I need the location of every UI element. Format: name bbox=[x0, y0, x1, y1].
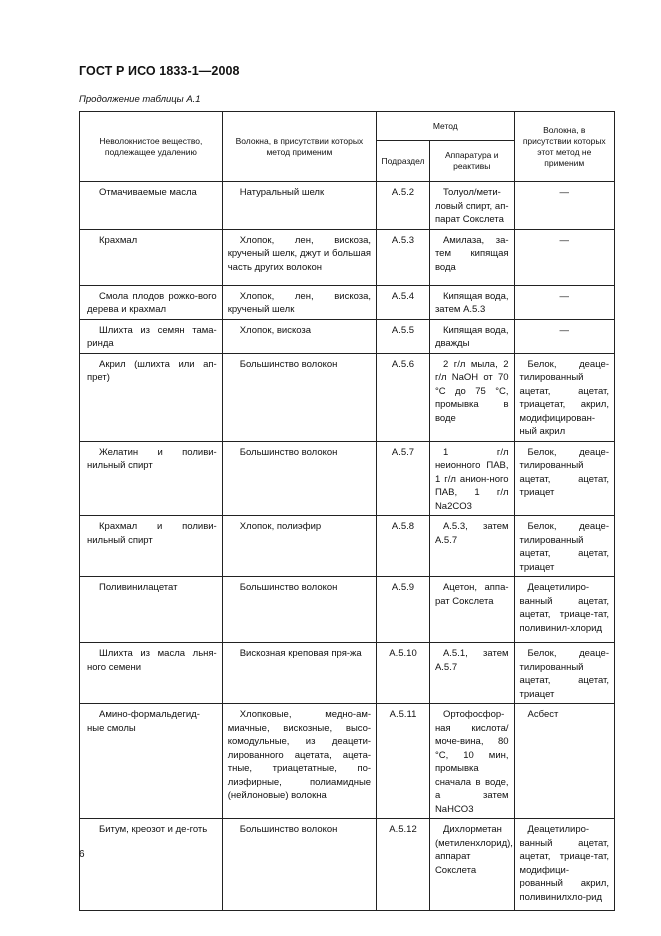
cell-applicable: Хлопок, лен, вискоза, крученый шелк bbox=[222, 285, 376, 319]
cell-not-applicable: — bbox=[514, 319, 614, 353]
cell-subsection: А.5.7 bbox=[377, 441, 430, 516]
cell-apparatus: А.5.3, затем А.5.7 bbox=[429, 516, 514, 577]
cell-apparatus: Кипящая вода, дважды bbox=[429, 319, 514, 353]
cell-apparatus: Амилаза, за-тем кипящая вода bbox=[429, 229, 514, 285]
cell-substance: Шлихта из масла льня-ного семени bbox=[80, 643, 223, 704]
cell-not-applicable: Белок, деаце-тилированный ацетат, ацетат, триацет bbox=[514, 643, 614, 704]
cell-applicable: Хлопок, лен, вискоза, крученый шелк, джут и большая часть других волокон bbox=[222, 229, 376, 285]
cell-apparatus: А.5.1, затем А.5.7 bbox=[429, 643, 514, 704]
cell-applicable: Хлопковые, медно-ам-миачные, вискозные, высо-комодульные, из деацети-лированного ацетата, ацета-тные, триацетатные, по-лиэфирные, полиамидные (нейлоновые) волокна bbox=[222, 704, 376, 819]
cell-not-applicable: Белок, деаце-тилированный ацетат, ацетат, триацет bbox=[514, 516, 614, 577]
cell-not-applicable: Белок, деаце-тилированный ацетат, ацетат, триацетат, акрил, модифицирован-ный акрил bbox=[514, 353, 614, 441]
table-row bbox=[80, 441, 615, 516]
table-row bbox=[80, 516, 615, 577]
header-apparatus: Аппаратура и реактивы bbox=[429, 141, 514, 182]
table-row bbox=[80, 704, 615, 819]
cell-substance: Амино-формальдегид-ные смолы bbox=[80, 704, 223, 819]
document-title: ГОСТ Р ИСО 1833-1—2008 bbox=[79, 64, 240, 78]
cell-subsection: А.5.2 bbox=[377, 182, 430, 230]
cell-substance: Шлихта из семян тама-ринда bbox=[80, 319, 223, 353]
page-number: 6 bbox=[79, 849, 85, 860]
cell-applicable: Хлопок, полиэфир bbox=[222, 516, 376, 577]
cell-not-applicable: — bbox=[514, 182, 614, 230]
cell-applicable: Натуральный шелк bbox=[222, 182, 376, 230]
table-row bbox=[80, 819, 615, 911]
cell-apparatus: Ацетон, аппа-рат Сокслета bbox=[429, 577, 514, 643]
table-row bbox=[80, 319, 615, 353]
cell-substance: Битум, креозот и де-готь bbox=[80, 819, 223, 911]
cell-substance: Желатин и поливи-нильный спирт bbox=[80, 441, 223, 516]
cell-apparatus: 1 г/л неионного ПАВ, 1 г/л анион-ного ПАВ, 1 г/л Na2CO3 bbox=[429, 441, 514, 516]
cell-subsection: А.5.11 bbox=[377, 704, 430, 819]
header-subsection: Подраздел bbox=[377, 141, 430, 182]
cell-substance: Крахмал и поливи-нильный спирт bbox=[80, 516, 223, 577]
table-row bbox=[80, 353, 615, 441]
cell-subsection: А.5.9 bbox=[377, 577, 430, 643]
table-header-row bbox=[80, 112, 615, 141]
cell-not-applicable: Белок, деаце-тилированный ацетат, ацетат, триацет bbox=[514, 441, 614, 516]
cell-applicable: Большинство волокон bbox=[222, 819, 376, 911]
cell-apparatus: Толуол/мети-ловый спирт, ап-парат Сокслета bbox=[429, 182, 514, 230]
table-row bbox=[80, 229, 615, 285]
cell-not-applicable: Асбест bbox=[514, 704, 614, 819]
cell-substance: Поливинилацетат bbox=[80, 577, 223, 643]
cell-subsection: А.5.3 bbox=[377, 229, 430, 285]
cell-subsection: А.5.8 bbox=[377, 516, 430, 577]
cell-subsection: А.5.5 bbox=[377, 319, 430, 353]
table-row bbox=[80, 285, 615, 319]
header-substance: Неволокнистое вещество, подлежащее удалению bbox=[80, 112, 223, 182]
cell-not-applicable: Деацетилиро-ванный ацетат, ацетат, триаце-тат, модифици-рованный акрил, поливинилхло-рид bbox=[514, 819, 614, 911]
cell-not-applicable: Деацетилиро-ванный ацетат, ацетат, триаце-тат, поливинил-хлорид bbox=[514, 577, 614, 643]
table-row bbox=[80, 643, 615, 704]
header-applicable-fibres: Волокна, в присутствии которых метод применим bbox=[222, 112, 376, 182]
fibre-treatment-table bbox=[79, 111, 615, 911]
table-row bbox=[80, 182, 615, 230]
cell-apparatus: Дихлорметан (метиленхлорид), аппарат Сокслета bbox=[429, 819, 514, 911]
cell-apparatus: Кипящая вода, затем А.5.3 bbox=[429, 285, 514, 319]
cell-subsection: А.5.6 bbox=[377, 353, 430, 441]
header-not-applicable-fibres: Волокна, в присутствии которых этот метод не применим bbox=[514, 112, 614, 182]
cell-applicable: Большинство волокон bbox=[222, 441, 376, 516]
cell-not-applicable: — bbox=[514, 285, 614, 319]
cell-subsection: А.5.12 bbox=[377, 819, 430, 911]
cell-applicable: Большинство волокон bbox=[222, 353, 376, 441]
cell-substance: Крахмал bbox=[80, 229, 223, 285]
cell-applicable: Большинство волокон bbox=[222, 577, 376, 643]
cell-substance: Отмачиваемые масла bbox=[80, 182, 223, 230]
cell-apparatus: 2 г/л мыла, 2 г/л NaOH от 70 °С до 75 °С, промывка в воде bbox=[429, 353, 514, 441]
cell-applicable: Вискозная креповая пря-жа bbox=[222, 643, 376, 704]
cell-apparatus: Ортофосфор-ная кислота/моче-вина, 80 °С, 10 мин, промывка сначала в воде, а затем NaHCO3 bbox=[429, 704, 514, 819]
table-row bbox=[80, 577, 615, 643]
header-method: Метод bbox=[377, 112, 514, 141]
cell-substance: Акрил (шлихта или ап-прет) bbox=[80, 353, 223, 441]
table-caption: Продолжение таблицы А.1 bbox=[79, 94, 201, 105]
cell-subsection: А.5.4 bbox=[377, 285, 430, 319]
cell-applicable: Хлопок, вискоза bbox=[222, 319, 376, 353]
cell-subsection: А.5.10 bbox=[377, 643, 430, 704]
cell-not-applicable: — bbox=[514, 229, 614, 285]
cell-substance: Смола плодов рожко-вого дерева и крахмал bbox=[80, 285, 223, 319]
